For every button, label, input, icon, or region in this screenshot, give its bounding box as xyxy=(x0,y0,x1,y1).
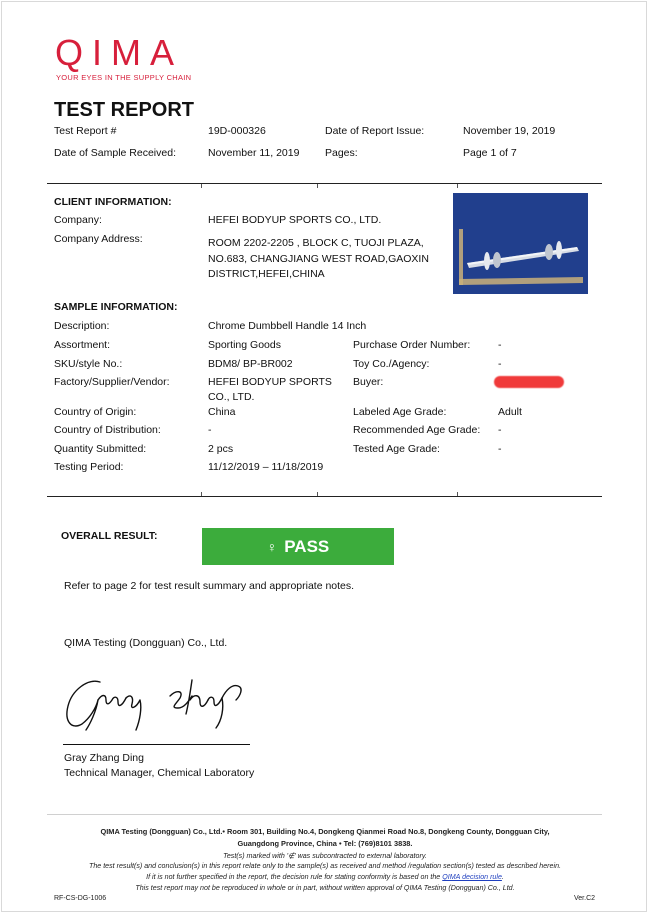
labeled-age-value: Adult xyxy=(498,406,522,418)
pass-badge xyxy=(202,528,394,565)
sku-value: BDM8/ BP-BR002 xyxy=(208,358,293,370)
address-line: ROOM 2202-2205 , BLOCK C, TUOJI PLAZA, xyxy=(208,237,424,249)
section-divider-bottom xyxy=(47,496,602,497)
sku-label: SKU/style No.: xyxy=(54,358,123,370)
footer-disclaimer-2: If it is not further specified in the report, the decision rule for stating conformity is based on the QIMA decision rule. xyxy=(146,873,504,881)
description-label: Description: xyxy=(54,320,110,332)
footer-divider xyxy=(47,814,602,815)
qima-logo: QIMA xyxy=(55,32,184,73)
signer-name: Gray Zhang Ding xyxy=(64,752,144,764)
received-date-value: November 11, 2019 xyxy=(208,147,300,159)
signer-role: Technical Manager, Chemical Laboratory xyxy=(64,767,255,779)
result-note: Refer to page 2 for test result summary and appropriate notes. xyxy=(64,580,355,592)
recommended-age-label: Recommended Age Grade: xyxy=(353,424,481,436)
quantity-label: Quantity Submitted: xyxy=(54,443,147,455)
divider-tick xyxy=(201,184,202,188)
issue-date-value: November 19, 2019 xyxy=(463,125,556,137)
footer-disclaimer-3: This test report may not be reproduced in whole or in part, without written approval of QIMA Testing (Dongguan) Co., Ltd. xyxy=(135,884,515,892)
divider-tick xyxy=(317,492,318,496)
footer-subcontract-note: Test(s) marked with '∉' was subcontracted to external laboratory. xyxy=(223,852,427,860)
pass-icon: ♀ xyxy=(266,538,278,555)
divider-tick xyxy=(457,492,458,496)
product-photo xyxy=(453,193,588,294)
po-label: Purchase Order Number: xyxy=(353,339,471,351)
tested-age-label: Tested Age Grade: xyxy=(353,443,440,455)
pages-label: Pages: xyxy=(325,147,358,159)
report-number-value: 19D-000326 xyxy=(208,125,266,137)
client-info-heading: CLIENT INFORMATION: xyxy=(54,196,172,208)
quantity-value: 2 pcs xyxy=(208,443,234,455)
sample-info-heading: SAMPLE INFORMATION: xyxy=(54,301,178,313)
agency-value: - xyxy=(498,358,502,370)
divider-tick xyxy=(201,492,202,496)
pages-value: Page 1 of 7 xyxy=(463,147,517,159)
company-label: Company: xyxy=(54,214,102,226)
description-value: Chrome Dumbbell Handle 14 Inch xyxy=(208,320,367,332)
po-value: - xyxy=(498,339,502,351)
factory-line: CO., LTD. xyxy=(208,391,255,403)
origin-label: Country of Origin: xyxy=(54,406,137,418)
form-code: RF-CS-DG-1006 xyxy=(54,895,107,902)
tested-age-value: - xyxy=(498,443,502,455)
origin-value: China xyxy=(208,406,236,418)
divider-tick xyxy=(457,184,458,188)
labeled-age-label: Labeled Age Grade: xyxy=(353,406,447,418)
buyer-label: Buyer: xyxy=(353,376,384,388)
logo-tagline: YOUR EYES IN THE SUPPLY CHAIN xyxy=(56,73,192,82)
issue-date-label: Date of Report Issue: xyxy=(325,125,425,137)
factory-line: HEFEI BODYUP SPORTS xyxy=(208,376,332,388)
testing-period-value: 11/12/2019 – 11/18/2019 xyxy=(208,461,324,473)
recommended-age-value: - xyxy=(498,424,502,436)
divider-tick xyxy=(317,184,318,188)
company-value: HEFEI BODYUP SPORTS CO., LTD. xyxy=(208,214,382,226)
agency-label: Toy Co./Agency: xyxy=(353,358,430,370)
address-line: DISTRICT,HEFEI,CHINA xyxy=(208,268,325,280)
distribution-label: Country of Distribution: xyxy=(54,424,161,436)
section-divider-top xyxy=(47,183,602,184)
testing-period-label: Testing Period: xyxy=(54,461,124,473)
report-title: TEST REPORT xyxy=(54,99,195,121)
address-line: NO.683, CHANGJIANG WEST ROAD,GAOXIN xyxy=(208,253,429,265)
signature-line xyxy=(63,744,250,745)
footer-address-line2: Guangdong Province, China • Tel: (769)8101 3838. xyxy=(237,839,413,848)
report-number-label: Test Report # xyxy=(54,125,117,137)
footer-disclaimer-1: The test result(s) and conclusion(s) in this report relate only to the sample(s) as received and method /regulation section(s) tested as described herein. xyxy=(89,862,561,870)
distribution-value: - xyxy=(208,424,212,436)
assortment-value: Sporting Goods xyxy=(208,339,281,351)
address-label: Company Address: xyxy=(54,233,143,245)
buyer-redaction xyxy=(494,376,564,388)
handwritten-signature xyxy=(60,660,260,740)
assortment-label: Assortment: xyxy=(54,339,111,351)
qima-decision-rule-link[interactable]: QIMA decision rule xyxy=(442,873,502,881)
footer-address-line1: QIMA Testing (Dongguan) Co., Ltd.• Room 301, Building No.4, Dongkeng Qianmei Road No.8, Dongkeng County, Dongguan City, xyxy=(100,827,550,836)
overall-result-label: OVERALL RESULT: xyxy=(61,530,158,542)
version-code: Ver.C2 xyxy=(574,895,596,902)
factory-label: Factory/Supplier/Vendor: xyxy=(54,376,170,388)
pass-label: PASS xyxy=(284,536,330,556)
received-date-label: Date of Sample Received: xyxy=(54,147,176,159)
signing-company: QIMA Testing (Dongguan) Co., Ltd. xyxy=(64,637,228,649)
